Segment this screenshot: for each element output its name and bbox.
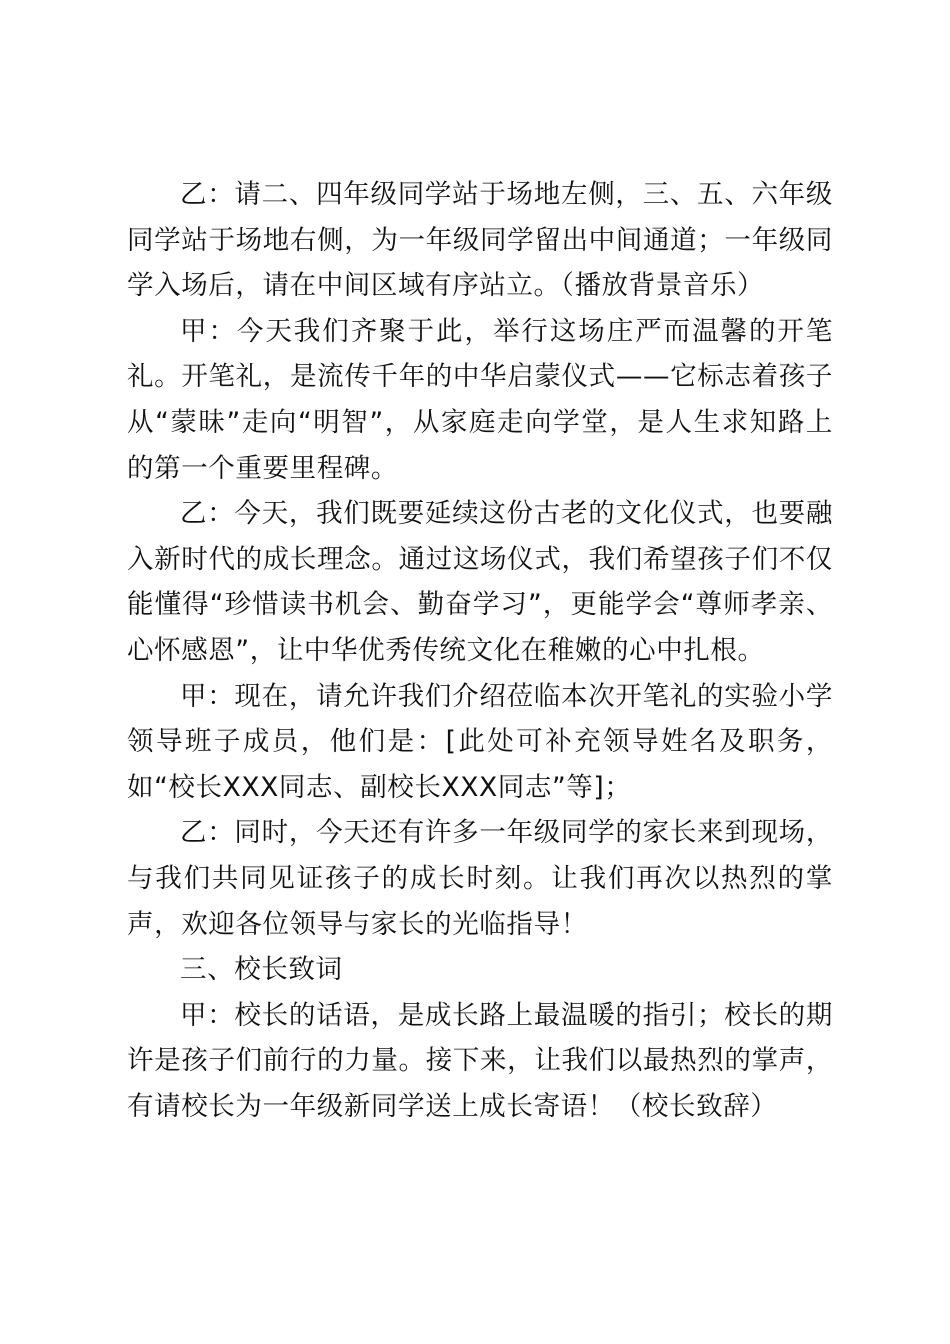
document-body <box>127 172 833 1129</box>
paragraph-yi-student-positions: 乙：请二、四年级同学站于场地左侧，三、五、六年级同学站于场地右侧，为一年级同学留出中间通道；一年级同学入场后，请在中间区域有序站立。（播放背景音乐） <box>127 179 833 302</box>
paragraph-jia-invite-principal: 甲：校长的话语，是成长路上最温暖的指引；校长的期许是孩子们前行的力量。接下来，让我们以最热烈的掌声，有请校长为一年级新同学送上成长寄语！（校长致辞） <box>127 999 833 1122</box>
section-heading-principal-speech: 三、校长致词 <box>180 954 343 986</box>
paragraph-yi-culture: 乙：今天，我们既要延续这份古老的文化仪式，也要融入新时代的成长理念。通过这场仪式，我们希望孩子们不仅能懂得“珍惜读书机会、勤奋学习”，更能学会“尊师孝亲、心怀感恩”，让中华优秀传统文化在稚嫩的心中扎根。 <box>127 498 833 666</box>
paragraph-jia-opening-ceremony: 甲：今天我们齐聚于此，举行这场庄严而温馨的开笔礼。开笔礼，是流传千年的中华启蒙仪式——它标志着孩子从“蒙昧”走向“明智”，从家庭走向学堂，是人生求知路上的第一个重要里程碑。 <box>127 315 833 484</box>
paragraph-yi-welcome-parents: 乙：同时，今天还有许多一年级同学的家长来到现场，与我们共同见证孩子的成长时刻。让我们再次以热烈的掌声，欢迎各位领导与家长的光临指导！ <box>127 817 833 940</box>
paragraph-jia-introduce-leaders: 甲：现在，请允许我们介绍莅临本次开笔礼的实验小学领导班子成员，他们是：[此处可补充领导姓名及职务，如“校长XXX同志、副校长XXX同志”等]； <box>127 680 833 803</box>
